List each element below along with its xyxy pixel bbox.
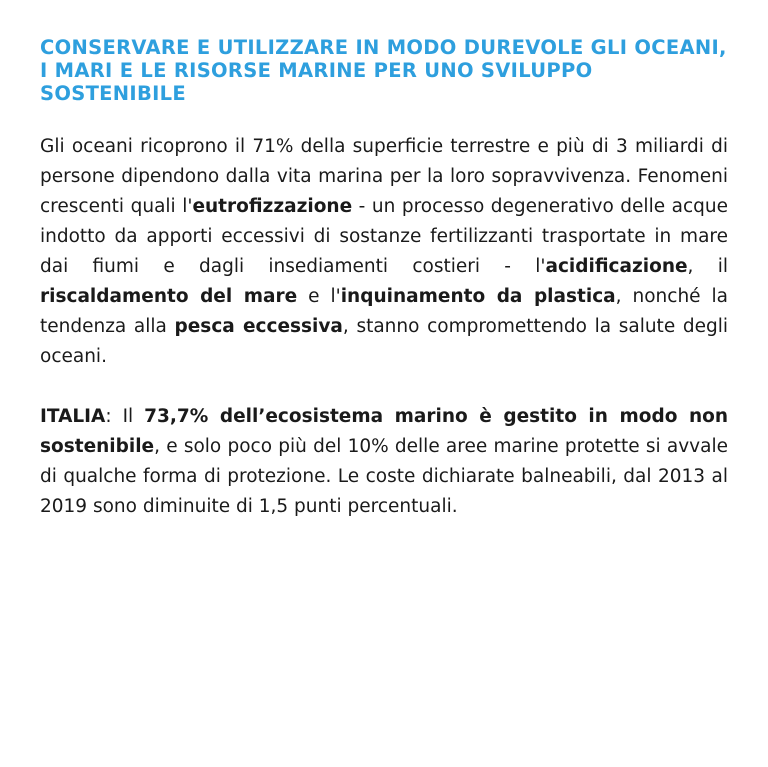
text-segment: , nonché la tendenza alla bbox=[40, 286, 729, 337]
term-acidificazione: acidificazione bbox=[545, 256, 688, 277]
term-eutrofizzazione: eutrofizzazione bbox=[192, 196, 353, 217]
text-segment: , stanno compromettendo la salute degli oceani. bbox=[40, 316, 728, 367]
italia-paragraph bbox=[40, 402, 728, 522]
term-pesca-eccessiva: pesca eccessiva bbox=[174, 316, 343, 337]
page-content bbox=[40, 36, 728, 522]
term-inquinamento-plastica: inquinamento da plastica bbox=[340, 286, 616, 307]
text-segment: - un processo degenerativo delle acque indotto da apporti eccessivi di sostanze fertilizzanti trasportate in mare dai fiumi e dagli insediamenti costieri - l' bbox=[40, 196, 728, 277]
italia-label: ITALIA bbox=[40, 406, 106, 427]
intro-paragraph bbox=[40, 132, 728, 372]
page-title: CONSERVARE E UTILIZZARE IN MODO DUREVOLE GLI OCEANI, I MARI E LE RISORSE MARINE PER UNO SVILUPPO SOSTENIBILE bbox=[40, 36, 727, 105]
text-segment: e l' bbox=[297, 286, 341, 307]
highlight-statistic: 73,7% dell’ecosistema marino è gestito in modo non sostenibile bbox=[40, 406, 728, 457]
text-segment: : Il bbox=[105, 406, 145, 427]
term-riscaldamento: riscaldamento del mare bbox=[40, 286, 298, 307]
text-segment: Gli oceani ricoprono il 71% della superficie terrestre e più di 3 miliardi di persone dipendono dalla vita marina per la loro sopravvivenza. Fenomeni crescenti quali l' bbox=[40, 136, 728, 217]
text-segment: , il bbox=[687, 256, 728, 277]
text-segment: , e solo poco più del 10% delle aree marine protette si avvale di qualche forma di protezione. Le coste dichiarate balneabili, dal 2013 al 2019 sono diminuite di 1,5 punti percentuali. bbox=[40, 436, 728, 517]
